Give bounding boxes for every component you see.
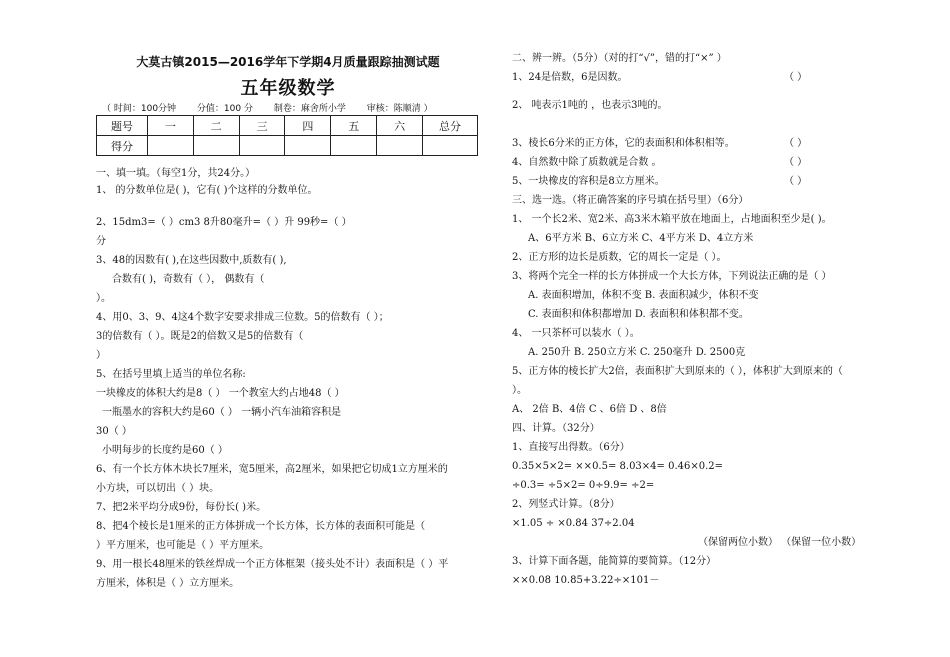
- question-8: 8、把4个棱长是1厘米的正方体拼成一个长方体，长方体的表面积可能是（: [96, 521, 426, 532]
- exam-info: [102, 101, 451, 114]
- calc-1-heading: 1、直接写出得数。（6分）: [512, 442, 630, 453]
- judge-1: 1、24是倍数，6是因数。: [512, 72, 628, 83]
- question-1: 1、 的分数单位是( )，它有( )个这样的分数单位。: [96, 185, 318, 196]
- choice-2: 2、正方形的边长是质数，它的周长一定是（ ）。: [512, 252, 727, 263]
- score-table-header-row: [97, 116, 478, 136]
- judge-3: 3、棱长6分米的正方体，它的表面积和体积相等。: [512, 138, 735, 149]
- calc-3-row-1: ××0.08 10.85+3.22÷×101－: [512, 575, 660, 586]
- score-input-cell[interactable]: [285, 136, 331, 156]
- exam-time: （ 时间：100分钟: [102, 104, 177, 114]
- score-input-cell[interactable]: [193, 136, 239, 156]
- question-5-c: 30（ ）: [96, 426, 132, 437]
- judge-4: 4、自然数中除了质数就是合数 。: [512, 157, 662, 168]
- score-table-score-row: [97, 136, 478, 156]
- question-9-cont: 方厘米，体积是（ ）立方厘米。: [96, 578, 240, 589]
- score-cell: 五: [331, 116, 377, 136]
- exam-author: 制卷：麻舍所小学: [273, 104, 346, 114]
- calc-2-row-2: （保留两位小数） （保留一位小数）: [698, 537, 862, 548]
- score-cell: 总分: [423, 116, 478, 136]
- score-cell: 一: [148, 116, 194, 136]
- section-1-heading: 一、填一填。（每空1分，共24分。）: [96, 168, 256, 179]
- question-5: 5、在括号里填上适当的单位名称:: [96, 369, 246, 380]
- question-3: 3、48的因数有( ),在这些因数中,质数有( ),: [96, 255, 287, 266]
- calc-3-heading: 3、计算下面各题，能简算的要简算。（12分）: [512, 556, 717, 567]
- section-3-heading: 三、选一选。（将正确答案的序号填在括号里）（6分）: [512, 195, 749, 206]
- exam-reviewer: 审核：陈顺清 ）: [366, 104, 433, 114]
- exam-title: 大莫古镇2015—2016学年下学期4月质量跟踪抽测试题: [136, 55, 440, 69]
- score-cell: 三: [239, 116, 285, 136]
- calc-1-row-2: ÷0.3= ÷5×2= 0÷9.9= ÷2=: [512, 480, 655, 491]
- question-5-a: 一块橡皮的体积大约是8（ ） 一个教室大约占地48（ ）: [96, 388, 345, 399]
- judge-3-answer[interactable]: （ ）: [784, 138, 808, 149]
- score-cell: 二: [193, 116, 239, 136]
- choice-4: 4、 一只茶杯可以装水（ ）。: [512, 328, 640, 339]
- score-input-cell[interactable]: [148, 136, 194, 156]
- question-3-end: ）。: [96, 293, 111, 304]
- score-cell: 六: [377, 116, 423, 136]
- score-cell: 四: [285, 116, 331, 136]
- question-4-cont: 3的倍数有（ ）。既是2的倍数又是5的倍数有（: [96, 331, 304, 342]
- question-8-cont: ）平方厘米，也可能是（ ）平方厘米。: [96, 540, 270, 551]
- section-2-heading: 二、辨一辨。（5分）（对的打“√”，错的打“×” ）: [512, 53, 727, 64]
- subject-title: 五年级数学: [240, 78, 336, 99]
- score-input-cell[interactable]: [423, 136, 478, 156]
- score-input-cell[interactable]: [377, 136, 423, 156]
- score-input-cell[interactable]: [331, 136, 377, 156]
- choice-5-cont: ）。: [512, 385, 527, 396]
- section-4-heading: 四、计算。（32分）: [512, 423, 600, 434]
- question-9: 9、用一根长48厘米的铁丝焊成一个正方体框架（接头处不计）表面积是（ ）平: [96, 559, 449, 570]
- question-2: 2、15dm3=（ ）cm3 8升80毫升=（ ）升 99秒=（ ）: [96, 217, 352, 228]
- score-input-cell[interactable]: [239, 136, 285, 156]
- calc-2-row-1: ×1.05 ÷ ×0.84 37÷2.04: [512, 518, 635, 529]
- question-5-b: 一瓶墨水的容积大约是60（ ） 一辆小汽车油箱容积是: [102, 407, 342, 418]
- choice-3-options-b: C. 表面积和体积都增加 D. 表面积和体积都不变。: [528, 309, 749, 320]
- judge-5: 5、一块橡皮的容积是8立方厘米。: [512, 176, 665, 187]
- exam-score: 分值：100 分: [196, 104, 253, 114]
- choice-4-options: A. 250升 B. 250立方米 C. 250毫升 D. 2500克: [528, 347, 746, 358]
- question-2-cont: 分: [96, 236, 106, 247]
- score-cell: 得分: [97, 136, 148, 156]
- score-cell: 题号: [97, 116, 148, 136]
- calc-2-heading: 2、列竖式计算。（8分）: [512, 499, 620, 510]
- choice-5: 5、正方体的棱长扩大2倍，表面积扩大到原来的（ ），体积扩大到原来的（: [512, 366, 843, 377]
- judge-1-answer[interactable]: （ ）: [784, 72, 808, 83]
- choice-1: 1、 一个长2米、宽2米、高3米木箱平放在地面上，占地面积至少是( )。: [512, 214, 832, 225]
- question-6: 6、有一个长方体木块长7厘米，宽5厘米，高2厘米，如果把它切成1立方厘米的: [96, 464, 448, 475]
- question-4-end: ）: [96, 350, 106, 361]
- choice-3: 3、将两个完全一样的长方体拼成一个大长方体，下列说法正确的是（ ）: [512, 271, 832, 282]
- judge-4-answer[interactable]: （ ）: [784, 157, 808, 168]
- question-6-cont: 小方块，可以切出（ ）块。: [96, 483, 220, 494]
- judge-5-answer[interactable]: （ ）: [784, 176, 808, 187]
- choice-3-options-a: A. 表面积增加，体积不变 B. 表面积减少，体积不变: [528, 290, 759, 301]
- judge-2: 2、 吨表示1吨的 ，也表示3吨的。: [512, 100, 668, 111]
- calc-1-row-1: 0.35×5×2= ××0.5= 8.03×4= 0.46×0.2=: [512, 461, 724, 472]
- question-5-d: 小明每步的长度约是60（ ）: [102, 445, 228, 456]
- choice-5-options: A、 2倍 B、4倍 C 、6倍 D 、8倍: [512, 404, 667, 415]
- question-7: 7、把2米平均分成9份，每份长( )米。: [96, 502, 267, 513]
- choice-1-options: A、6平方米 B、6立方米 C、4平方米 D、4立方米: [528, 233, 754, 244]
- question-4: 4、用0、3、9、4这4个数字安要求排成三位数。5的倍数有（ ）；: [96, 312, 389, 323]
- score-table: [96, 115, 478, 156]
- question-3-cont: 合数有( )，奇数有（ ）， 偶数有（: [112, 274, 265, 285]
